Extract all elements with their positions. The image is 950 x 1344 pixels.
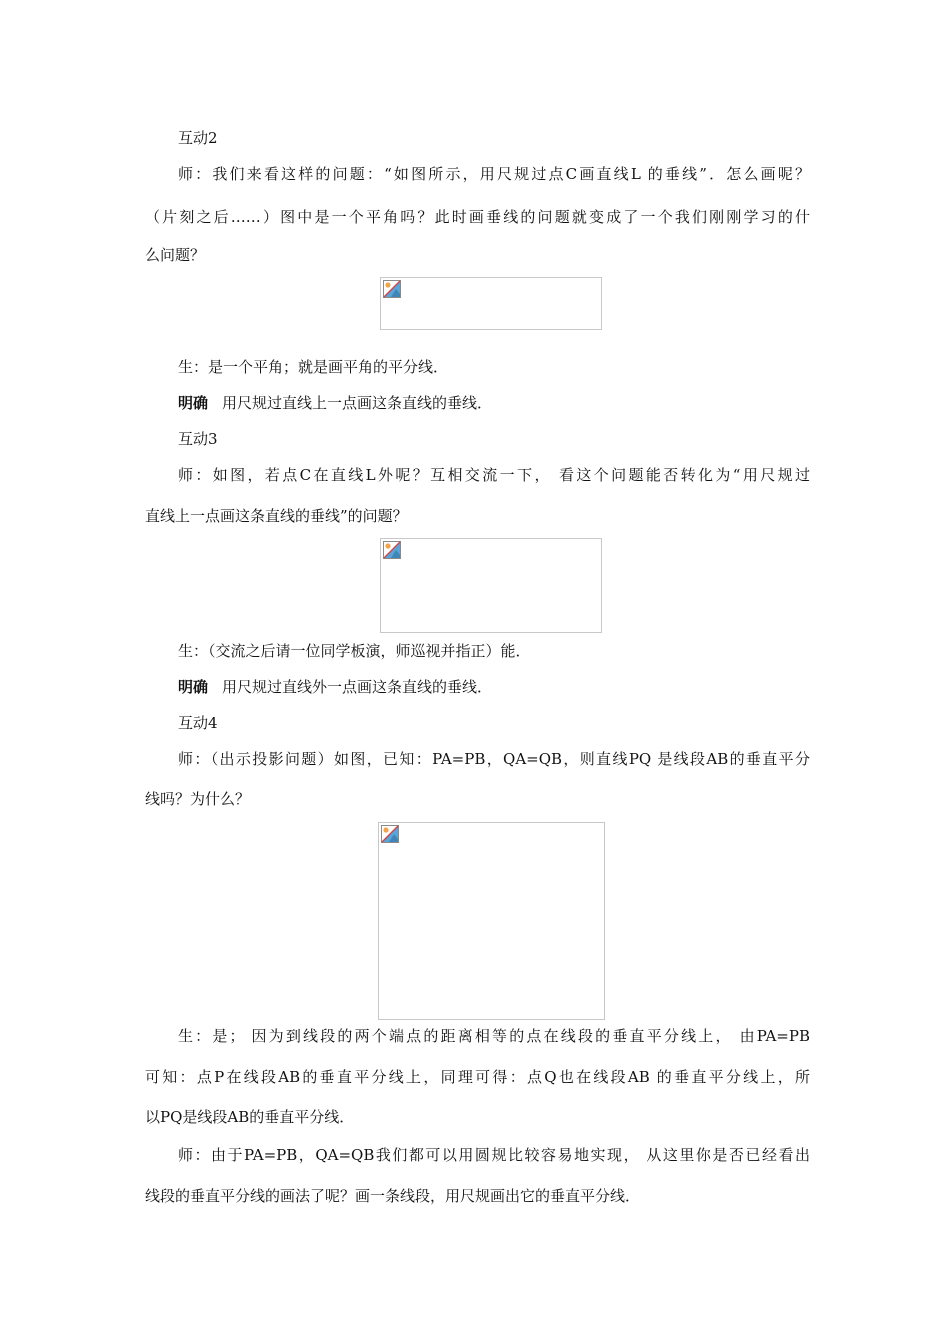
interaction3-teacher-line1: 师：如图，若点C在直线L外呢？互相交流一下， 看这个问题能否转化为“用尺规过 (178, 466, 810, 484)
interaction2-teacher-line2: （片刻之后……）图中是一个平角吗？此时画垂线的问题就变成了一个我们刚刚学习的什 (145, 208, 810, 226)
interaction4-student-line2: 可知：点P在线段AB的垂直平分线上，同理可得：点Q也在线段AB 的垂直平分线上，所 (145, 1068, 810, 1086)
interaction2-teacher-line3: 么问题？ (145, 246, 206, 264)
interaction4-student-line3: 以PQ是线段AB的垂直平分线． (145, 1108, 355, 1126)
interaction3-heading: 互动3 (178, 430, 218, 448)
interaction4-teacher2-line2: 线段的垂直平分线的画法了呢？画一条线段，用尺规画出它的垂直平分线． (145, 1187, 641, 1205)
interaction3-teacher-line2: 直线上一点画这条直线的垂线”的问题？ (145, 507, 408, 525)
clarify-label: 明确 (178, 394, 209, 412)
interaction4-student-line1: 生：是； 因为到线段的两个端点的距离相等的点在线段的垂直平分线上， 由PA=PB (178, 1027, 810, 1045)
interaction4-teacher-line2: 线吗？为什么？ (145, 790, 251, 808)
interaction2-teacher-line1: 师：我们来看这样的问题：“如图所示，用尺规过点C画直线L 的垂线”．怎么画呢？ (178, 165, 810, 183)
figure-2 (380, 538, 602, 633)
broken-image-icon (381, 825, 399, 843)
interaction2-heading: 互动2 (178, 129, 218, 147)
interaction4-teacher-line1: 师：（出示投影问题）如图，已知：PA=PB，QA=QB，则直线PQ 是线段AB的垂直平分 (178, 750, 810, 768)
interaction4-heading: 互动4 (178, 714, 218, 732)
broken-image-icon (383, 541, 401, 559)
clarify-text: 用尺规过直线外一点画这条直线的垂线． (222, 678, 493, 696)
broken-image-icon (383, 280, 401, 298)
figure-1 (380, 277, 602, 330)
interaction2-clarify (178, 393, 810, 413)
interaction3-clarify (178, 677, 810, 697)
clarify-label: 明确 (178, 678, 209, 696)
figure-3 (378, 822, 605, 1020)
interaction4-teacher2-line1: 师：由于PA=PB，QA=QB我们都可以用圆规比较容易地实现， 从这里你是否已经看出 (178, 1146, 810, 1164)
interaction2-student: 生：是一个平角；就是画平角的平分线． (178, 358, 449, 376)
clarify-text: 用尺规过直线上一点画这条直线的垂线． (222, 394, 493, 412)
interaction3-student: 生：（交流之后请一位同学板演，师巡视并指正）能． (178, 642, 531, 660)
